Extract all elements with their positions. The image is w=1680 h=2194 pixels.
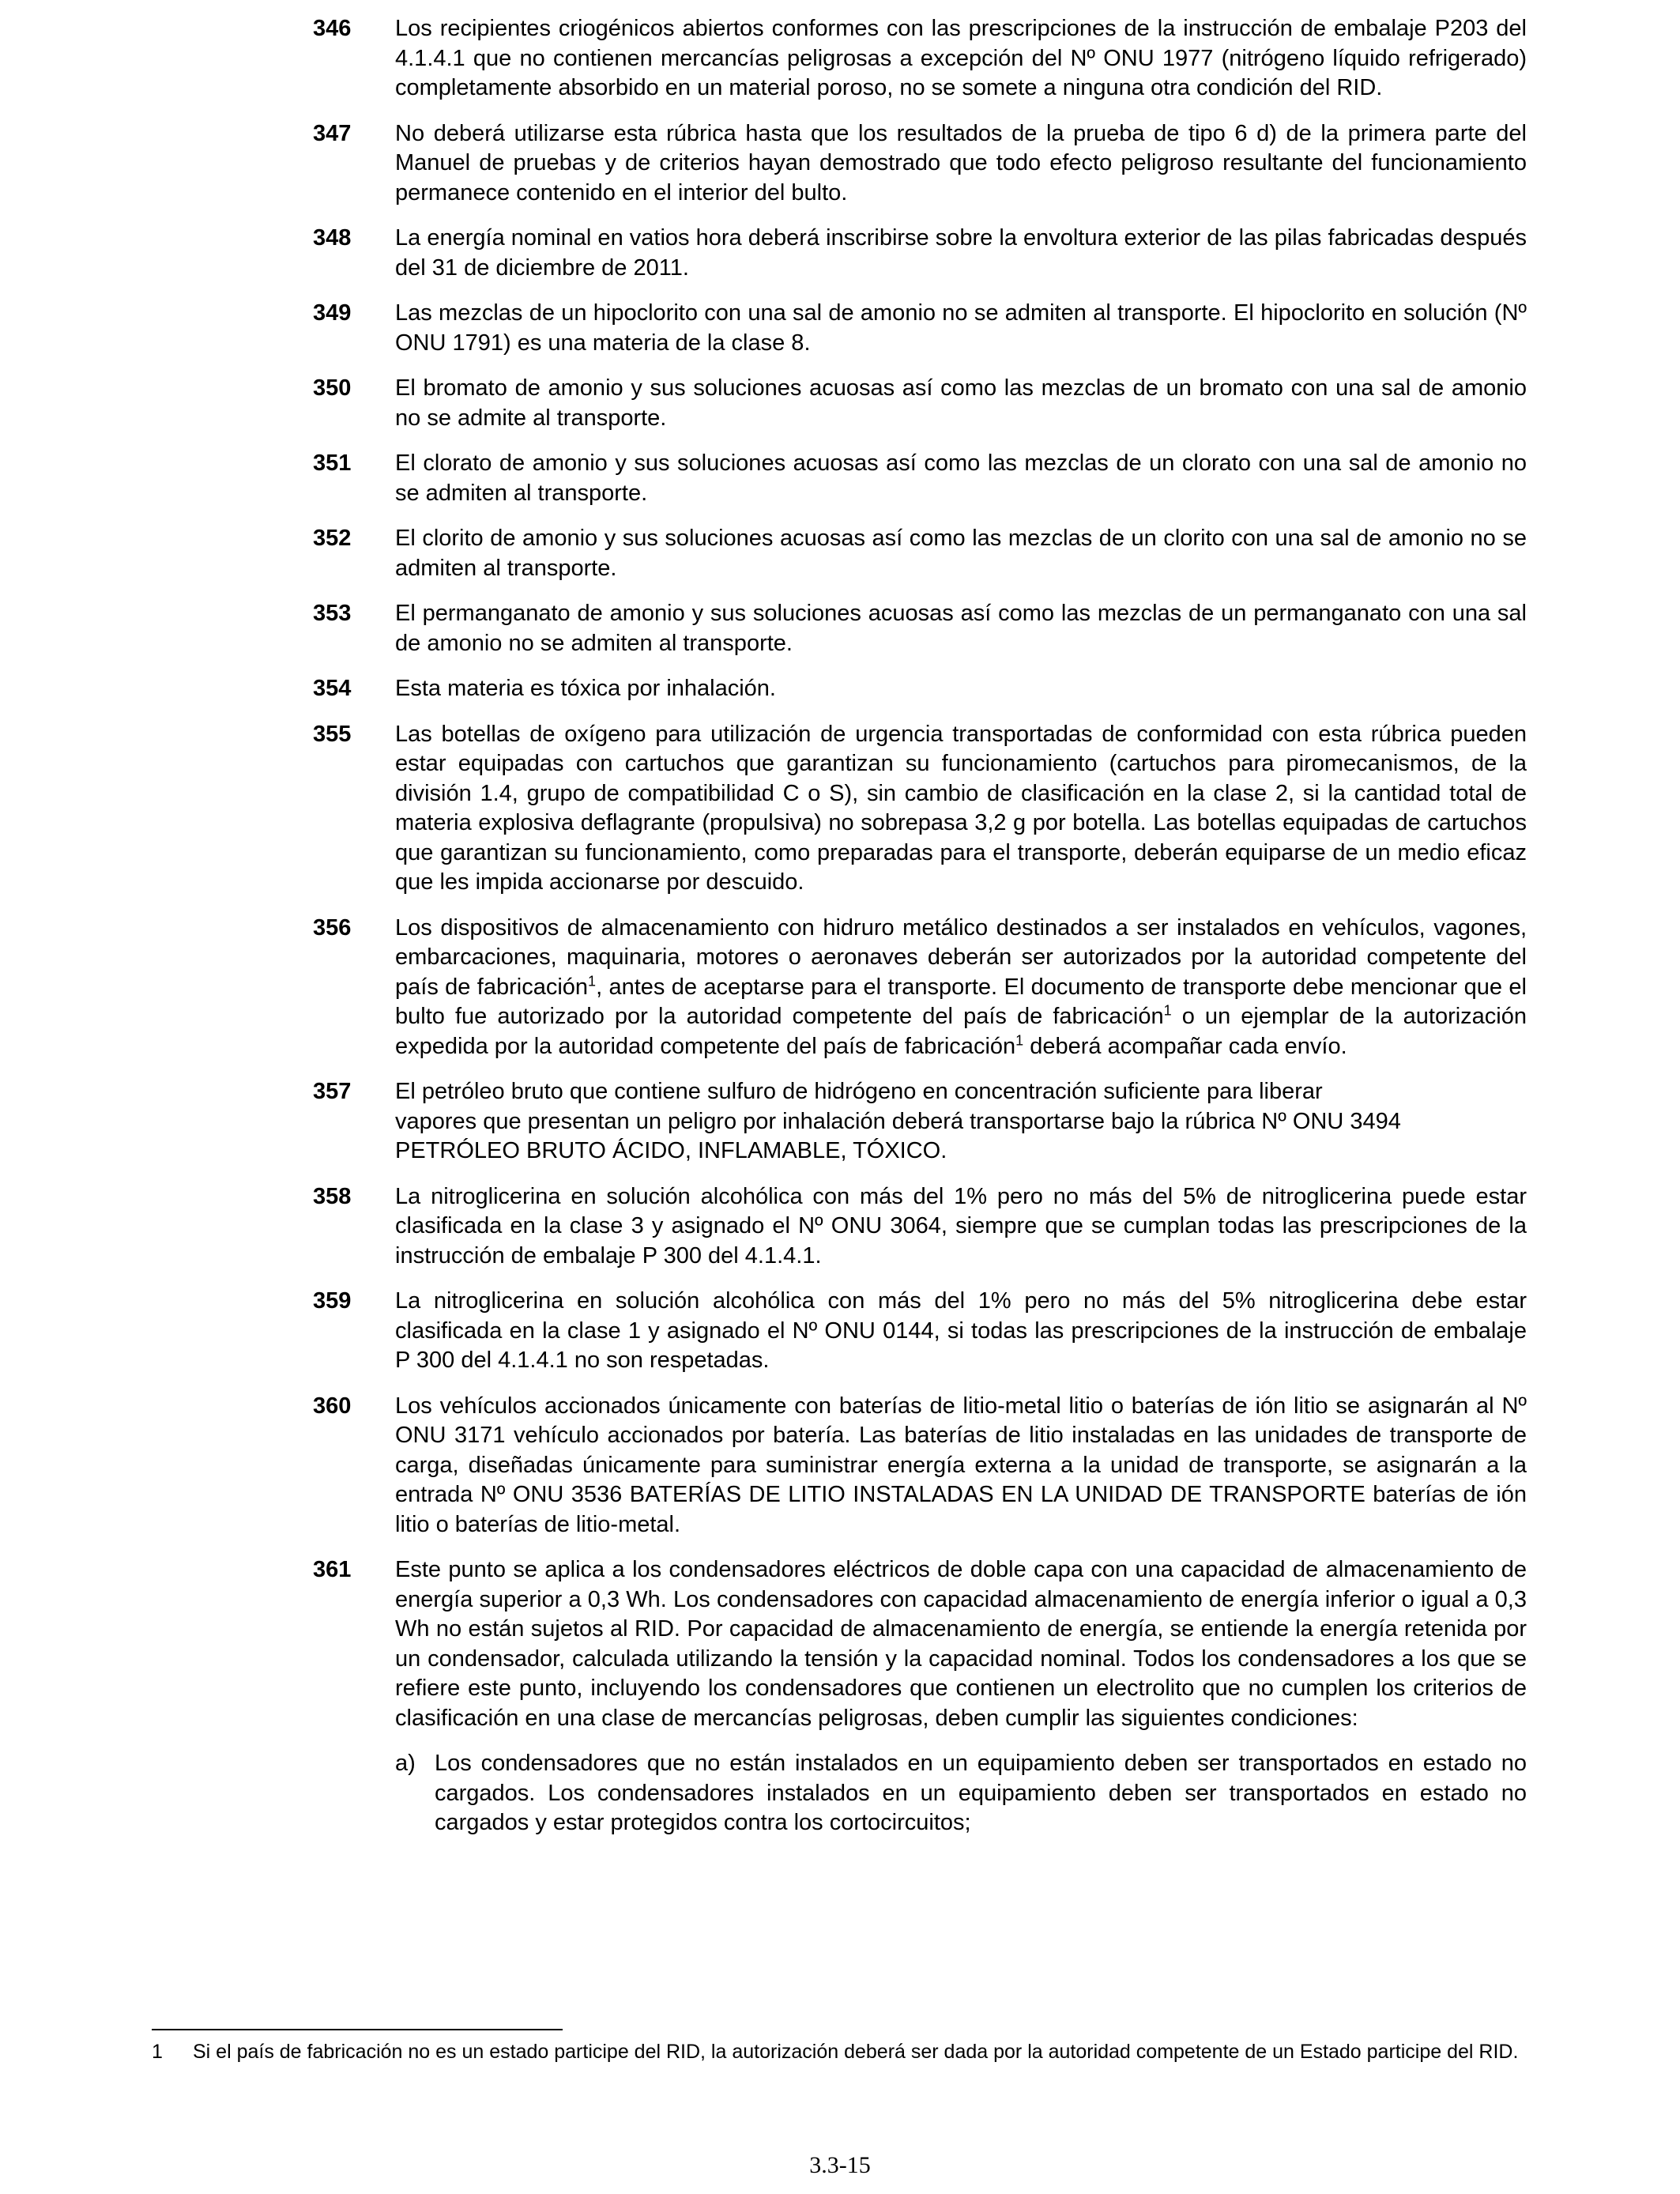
footnote-reference: 1: [1015, 1031, 1024, 1048]
provision-354: [313, 674, 1527, 704]
provision-353: [313, 599, 1527, 658]
footnote-reference: 1: [588, 972, 597, 989]
provision-360: [313, 1392, 1527, 1540]
provision-text: La nitroglicerina en solución alcohólica con más del 1% pero no más del 5% nitroglicerina debe estar clasificada en la clase 1 y asignado el Nº ONU 0144, si todas las prescripciones de la instrucción de embalaje P 300 del 4.1.4.1 no son respetadas.: [395, 1288, 1527, 1373]
provision-357: [313, 1077, 1527, 1167]
provision-number: 357: [313, 1079, 352, 1104]
footnote-reference: 1: [1163, 1002, 1172, 1019]
provision-359: [313, 1287, 1527, 1376]
provision-346: [313, 14, 1527, 104]
provision-347: [313, 119, 1527, 209]
provision-number: 349: [313, 300, 352, 326]
provision-text-segment: deberá acompañar cada envío.: [1023, 1033, 1347, 1059]
provision-358: [313, 1182, 1527, 1272]
provision-text: Este punto se aplica a los condensadores eléctricos de doble capa con una capacidad de almacenamiento de energía superior a 0,3 Wh. Los condensadores con capacidad almacenamiento de energía inferior o igual a 0,3 Wh no están sujetos al RID. Por capacidad de almacenamiento de energía, se entiende la energía retenida por un condensador, calculada utilizando la tensión y la capacidad nominal. Todos los condensadores a los que se refiere este punto, incluyendo los condensadores que contienen un electrolito que no cumplen los criterios de clasificación en una clase de mercancías peligrosas, deben cumplir las siguientes condiciones:: [395, 1557, 1527, 1731]
provision-356: [313, 914, 1527, 1062]
provision-350: [313, 374, 1527, 433]
provision-body: [395, 1555, 1527, 1838]
provision-text-segment: o un ejemplar de la autorización expedida por la autoridad competente del país de fabricación: [395, 1004, 1527, 1059]
provision-number: 348: [313, 225, 352, 251]
page-number: 3.3-15: [809, 2152, 871, 2178]
footnote-separator: [152, 2029, 563, 2030]
provision-text: Los recipientes criogénicos abiertos conformes con las prescripciones de la instrucción de embalaje P203 del 4.1.4.1 que no contienen mercancías peligrosas a excepción del Nº ONU 1977 (nitrógeno líquido refrigerado) completamente absorbido en un material poroso, no se somete a ninguna otra condición del RID.: [395, 16, 1527, 100]
provision-text: Los vehículos accionados únicamente con baterías de litio-metal litio o baterías de ión litio se asignarán al Nº ONU 3171 vehículo accionados por batería. Las baterías de litio instaladas en las unidades de transporte de carga, diseñadas únicamente para suministrar energía externa a la unidad de transporte, se asignarán a la entrada Nº ONU 3536 BATERÍAS DE LITIO INSTALADAS EN LA UNIDAD DE TRANSPORTE baterías de ión litio o baterías de litio-metal.: [395, 1393, 1527, 1537]
provision-number: 361: [313, 1557, 352, 1582]
provision-text: El bromato de amonio y sus soluciones acuosas así como las mezclas de un bromato con una sal de amonio no se admite al transporte.: [395, 375, 1527, 431]
footnote-mark: 1: [152, 2041, 163, 2063]
provision-text-segment: Los dispositivos de almacenamiento con hidruro metálico destinados a ser instalados en vehículos, vagones, embarcaciones, maquinaria, motores o aeronaves deberán ser autorizados por la autoridad competente del país de fabricación: [395, 914, 1527, 1000]
provision-351: [313, 449, 1527, 508]
provision-348: [313, 224, 1527, 283]
provision-line: vapores que presentan un peligro por inhalación deberá transportarse bajo la rúbrica Nº ONU 3494: [395, 1108, 1401, 1134]
provision-number: 354: [313, 676, 352, 701]
provision-text: El clorato de amonio y sus soluciones acuosas así como las mezclas de un clorato con una sal de amonio no se admiten al transporte.: [395, 450, 1527, 506]
provision-349: [313, 299, 1527, 358]
sublist-item-letter: a): [395, 1751, 416, 1776]
provision-number: 358: [313, 1183, 352, 1209]
special-provisions-list: [313, 14, 1527, 1854]
provision-sublist: [395, 1749, 1527, 1838]
provision-number: 355: [313, 721, 352, 747]
provision-text: El permanganato de amonio y sus soluciones acuosas así como las mezclas de un permanganato con una sal de amonio no se admiten al transporte.: [395, 601, 1527, 656]
provision-text: Esta materia es tóxica por inhalación.: [395, 676, 776, 701]
provision-text: Las botellas de oxígeno para utilización de urgencia transportadas de conformidad con esta rúbrica pueden estar equipadas con cartuchos que garantizan su funcionamiento (cartuchos para piromecanismos, de la división 1.4, grupo de compatibilidad C o S), sin cambio de clasificación en la clase 2, si la cantidad total de materia explosiva deflagrante (propulsiva) no sobrepasa 3,2 g por botella. Las botellas equipadas de cartuchos que garantizan su funcionamiento, como preparadas para el transporte, deberán equiparse de un medio eficaz que les impida accionarse por descuido.: [395, 721, 1527, 895]
provision-text: Las mezclas de un hipoclorito con una sal de amonio no se admiten al transporte. El hipoclorito en solución (Nº ONU 1791) es una materia de la clase 8.: [395, 300, 1527, 356]
footnote-text: Si el país de fabricación no es un estado participe del RID, la autorización deberá ser dada por la autoridad competente de un Estado participe del RID.: [193, 2041, 1519, 2063]
provision-text: [395, 914, 1527, 1062]
provision-361: [313, 1555, 1527, 1838]
provision-number: 346: [313, 16, 352, 41]
provision-number: 353: [313, 601, 352, 626]
footnote: [152, 2039, 1527, 2064]
provision-number: 359: [313, 1288, 352, 1314]
provision-line: El petróleo bruto que contiene sulfuro de hidrógeno en concentración suficiente para liberar: [395, 1079, 1323, 1104]
provision-355: [313, 720, 1527, 898]
provision-line: PETRÓLEO BRUTO ÁCIDO, INFLAMABLE, TÓXICO.: [395, 1138, 947, 1163]
provision-number: 360: [313, 1393, 352, 1419]
provision-text: [395, 1077, 1527, 1167]
provision-text: La nitroglicerina en solución alcohólica con más del 1% pero no más del 5% de nitroglicerina puede estar clasificada en la clase 3 y asignado el Nº ONU 3064, siempre que se cumplan todas las prescripciones de la instrucción de embalaje P 300 del 4.1.4.1.: [395, 1183, 1527, 1269]
provision-number: 351: [313, 450, 352, 476]
provision-text: No deberá utilizarse esta rúbrica hasta que los resultados de la prueba de tipo 6 d) de la primera parte del Manuel de pruebas y de criterios hayan demostrado que todo efecto peligroso resultante del funcionamiento permanece contenido en el interior del bulto.: [395, 120, 1527, 205]
provision-number: 352: [313, 526, 352, 551]
sublist-item: [395, 1749, 1527, 1838]
provision-text: La energía nominal en vatios hora deberá inscribirse sobre la envoltura exterior de las pilas fabricadas después del 31 de diciembre de 2011.: [395, 225, 1527, 281]
provision-text-segment: , antes de aceptarse para el transporte. El documento de transporte debe mencionar que el bulto fue autorizado por la autoridad competente del país de fabricación: [395, 974, 1527, 1029]
provision-number: 347: [313, 120, 352, 146]
provision-number: 350: [313, 375, 352, 401]
provision-number: 356: [313, 914, 352, 941]
sublist-item-text: Los condensadores que no están instalados en un equipamiento deben ser transportados en estado no cargados. Los condensadores instalados en un equipamiento deben ser transportados en estado no cargados y estar protegidos contra los cortocircuitos;: [435, 1751, 1527, 1835]
provision-352: [313, 524, 1527, 583]
provision-text: El clorito de amonio y sus soluciones acuosas así como las mezclas de un clorito con una sal de amonio no se admiten al transporte.: [395, 526, 1527, 581]
